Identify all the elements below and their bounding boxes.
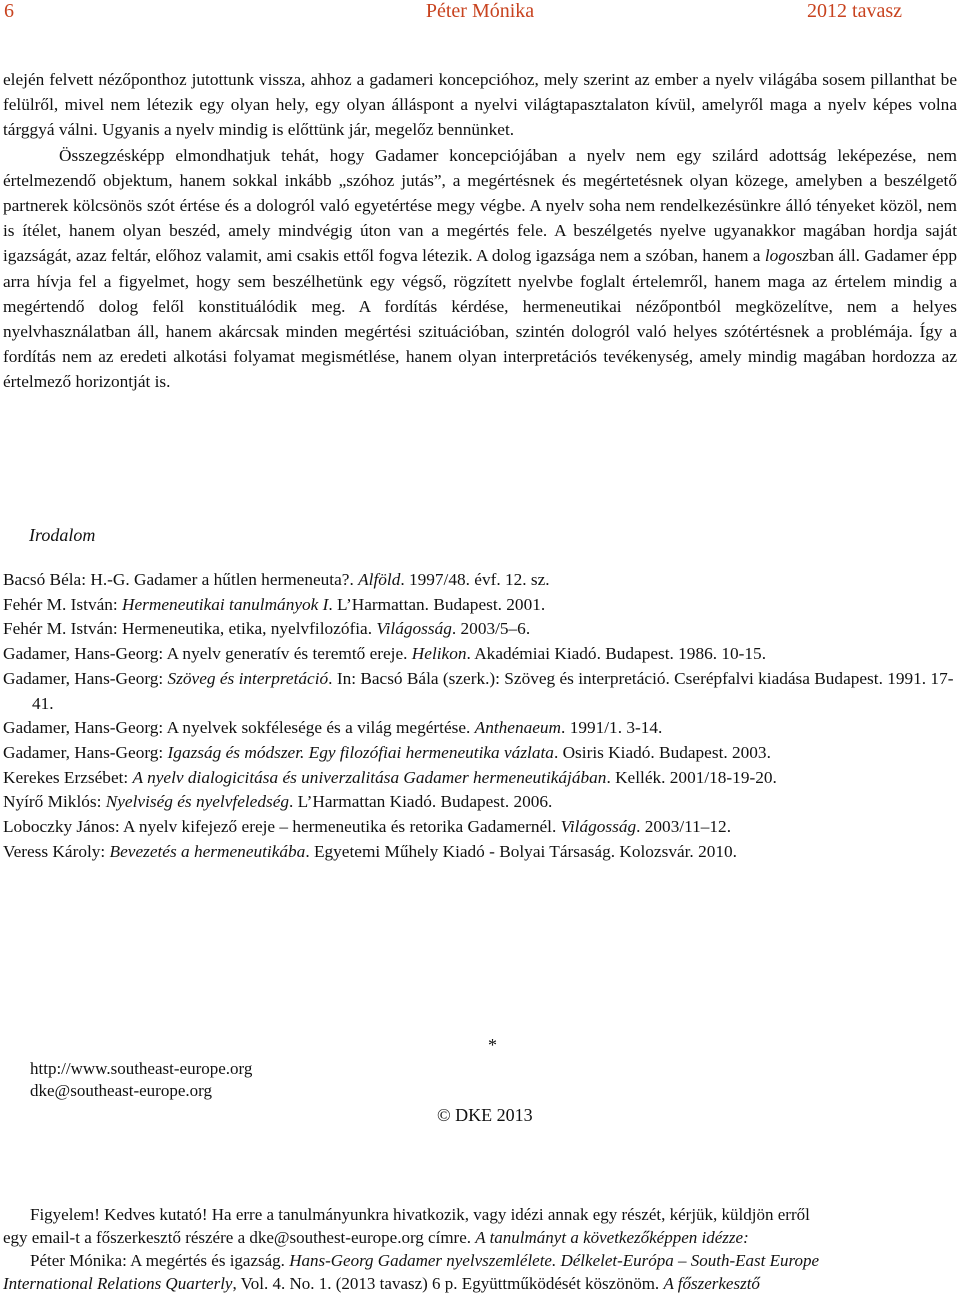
body-text bbox=[3, 67, 957, 395]
reference-details: . In: Bacsó Bála (szerk.): Szöveg és interpretáció. Cserépfalvi kiadása Budapest. 1991. 17-41. bbox=[32, 668, 954, 713]
reference-text: Loboczky János: A nyelv kifejező ereje – hermeneutika és retorika Gadamernél. bbox=[3, 817, 561, 837]
notice-line-1: Figyelem! Kedves kutató! Ha erre a tanulmányunkra hivatkozik, vagy idézi annak egy részét, kérjük, küldjön erről bbox=[30, 1205, 810, 1224]
reference-title: Alföld bbox=[358, 570, 401, 589]
reference-details: . 1997/48. évf. 12. sz. bbox=[400, 570, 550, 589]
asterisk-separator: * bbox=[488, 1035, 497, 1055]
reference-text: Kerekes Erzsébet: bbox=[3, 767, 133, 787]
reference-details: . Kellék. 2001/18-19-20. bbox=[606, 767, 777, 787]
reference-details: . 1991/1. 3-14. bbox=[561, 718, 663, 738]
reference-text: Gadamer, Hans-Georg: A nyelv generatív és teremtő ereje. bbox=[3, 644, 412, 664]
notice-journal: International Relations Quarterly bbox=[3, 1274, 233, 1293]
paragraph-1: elején felvett nézőponthoz jutottunk vissza, ahhoz a gadameri koncepcióhoz, mely szerint az ember a nyelv világába sosem pillanthat be felülről, mivel nem létezik egy olyan hely, egy olyan álláspont a nyelvi világtapasztalaton kívül, amelyről maga a nyelv képes volna tárggyá válni. Ugyanis a nyelv mindig is előttünk jár, megelőz bennünket. bbox=[3, 70, 957, 140]
logosz-term: logosz bbox=[764, 246, 810, 266]
reference-details: . 2003/11–12. bbox=[636, 817, 732, 837]
reference-title: Nyelviség és nyelvfeledség bbox=[105, 792, 290, 812]
reference-item bbox=[3, 593, 959, 618]
notice-citation-subtitle: Hans-Georg Gadamer nyelvszemlélete. Délkelet-Európa – South-East Europe bbox=[289, 1251, 820, 1270]
references-heading: Irodalom bbox=[29, 525, 96, 545]
reference-details: . 2003/5–6. bbox=[451, 619, 531, 639]
reference-title: Szöveg és interpretáció bbox=[167, 668, 329, 688]
reference-title: Igazság és módszer. Egy filozófiai hermeneutika vázlata bbox=[167, 742, 554, 762]
notice-volume: , Vol. 4. No. 1. (2013 tavasz) 6 p. Együttműködését köszönöm. bbox=[232, 1274, 664, 1293]
running-header bbox=[0, 0, 960, 26]
reference-item bbox=[3, 790, 959, 815]
reference-text: Veress Károly: bbox=[3, 841, 110, 861]
reference-text: Fehér M. István: bbox=[3, 594, 123, 614]
reference-text: Bacsó Béla: H.-G. Gadamer a hűtlen hermeneuta?. bbox=[3, 570, 359, 589]
reference-details: . L’Harmattan. Budapest. 2001. bbox=[328, 594, 546, 614]
reference-item bbox=[3, 716, 959, 741]
reference-title: Bevezetés a hermeneutikába bbox=[109, 841, 306, 861]
header-author: Péter Mónika bbox=[425, 0, 535, 22]
reference-title: Világosság bbox=[560, 817, 637, 837]
notice-line-4 bbox=[3, 1272, 959, 1295]
reference-item bbox=[3, 840, 959, 865]
email-link[interactable]: dke@southeast-europe.org bbox=[30, 1081, 212, 1100]
reference-title: Hermeneutikai tanulmányok I bbox=[122, 594, 329, 614]
notice-cite-intro: A tanulmányt a következőképpen idézze: bbox=[475, 1228, 749, 1247]
references-list bbox=[3, 568, 959, 864]
website-link[interactable]: http://www.southeast-europe.org bbox=[30, 1059, 253, 1078]
paragraph-2-part-a: Összegzésképp elmondhatjuk tehát, hogy Gadamer koncepciójában a nyelv nem egy szilárd adottság leképezése, nem értelmezendő objektum, hanem sokkal inkább „szóhoz jutás”, a megértésnek és megértetésnek olyan közege, amelyben a beszélgető partnerek kölcsönös szót értése és a dologról való egyetértése megy végbe. A nyelv soha nem rendelkezésünkre álló tényeket közöl, nem is ítélet, hanem olyan beszéd, amely mindvégig úton van a megértés fele. A beszélgetés nyelve ugyanakkor magában hordja saját igazságát, azaz feltár, előhoz valamit, ami csakis ettől fogva létezik. A dolog igazsága nem a szóban, hanem a bbox=[3, 145, 957, 266]
reference-details: . L’Harmattan Kiadó. Budapest. 2006. bbox=[289, 792, 553, 812]
notice-citation-title: Péter Mónika: A megértés és igazság. bbox=[30, 1251, 290, 1270]
header-issue: 2012 tavasz bbox=[807, 0, 902, 22]
reference-item bbox=[3, 617, 959, 642]
page-number: 6 bbox=[4, 0, 14, 22]
notice-signature: A főszerkesztő bbox=[663, 1274, 760, 1293]
reference-text: Nyírő Miklós: bbox=[3, 792, 106, 812]
reference-title: Anthenaeum bbox=[474, 718, 562, 738]
reference-item bbox=[3, 667, 959, 716]
reference-text: Gadamer, Hans-Georg: bbox=[3, 742, 168, 762]
reference-details: . Egyetemi Műhely Kiadó - Bolyai Társaság. Kolozsvár. 2010. bbox=[305, 841, 737, 861]
reference-title: Világosság bbox=[376, 619, 452, 639]
reference-item bbox=[3, 766, 959, 791]
notice-email-text: egy email-t a főszerkesztő részére a dke@southest-europe.org címre. bbox=[3, 1228, 476, 1247]
paragraph-2-part-b: ban áll. Gadamer épp arra hívja fel a figyelmet, hogy sem beszélhetünk egy végső, rögzített nyelvbe foglalt értelemről, hanem maga az értelem mindig a megértendő dolog felől konstituálódik meg. A fordítás kérdése, hermeneutikai nézőpontból megközelítve, nem a helyes nyelvhasználatban áll, hanem akárcsak minden megértési szituációban, szintén dologról való helyes szótértésnek a problémája. Így a fordítás nem az eredeti alkotási folyamat megismétlése, hanem olyan interpretációs tevékenység, amely mindig magában hordozza az értelmező horizontját is. bbox=[3, 246, 957, 392]
footer-links bbox=[30, 1058, 252, 1102]
reference-text: Fehér M. István: Hermeneutika, etika, nyelvfilozófia. bbox=[3, 619, 377, 639]
reference-title: A nyelv dialogicitása és univerzalitása Gadamer hermeneutikájában bbox=[132, 767, 607, 787]
copyright-notice: © DKE 2013 bbox=[437, 1105, 533, 1125]
reference-text: Gadamer, Hans-Georg: bbox=[3, 668, 168, 688]
reference-details: . Osiris Kiadó. Budapest. 2003. bbox=[553, 742, 771, 762]
reference-item bbox=[3, 741, 959, 766]
reference-item bbox=[3, 815, 959, 840]
paragraph-2 bbox=[3, 143, 957, 395]
reference-text: Gadamer, Hans-Georg: A nyelvek sokfélesége és a világ megértése. bbox=[3, 718, 475, 738]
reference-title: Helikon bbox=[411, 644, 467, 664]
notice-line-2 bbox=[3, 1226, 959, 1249]
reference-item bbox=[3, 642, 959, 667]
reference-item bbox=[3, 568, 959, 593]
notice-line-3 bbox=[3, 1249, 959, 1272]
citation-notice bbox=[3, 1203, 959, 1295]
reference-details: . Akadémiai Kiadó. Budapest. 1986. 10-15. bbox=[466, 644, 767, 664]
